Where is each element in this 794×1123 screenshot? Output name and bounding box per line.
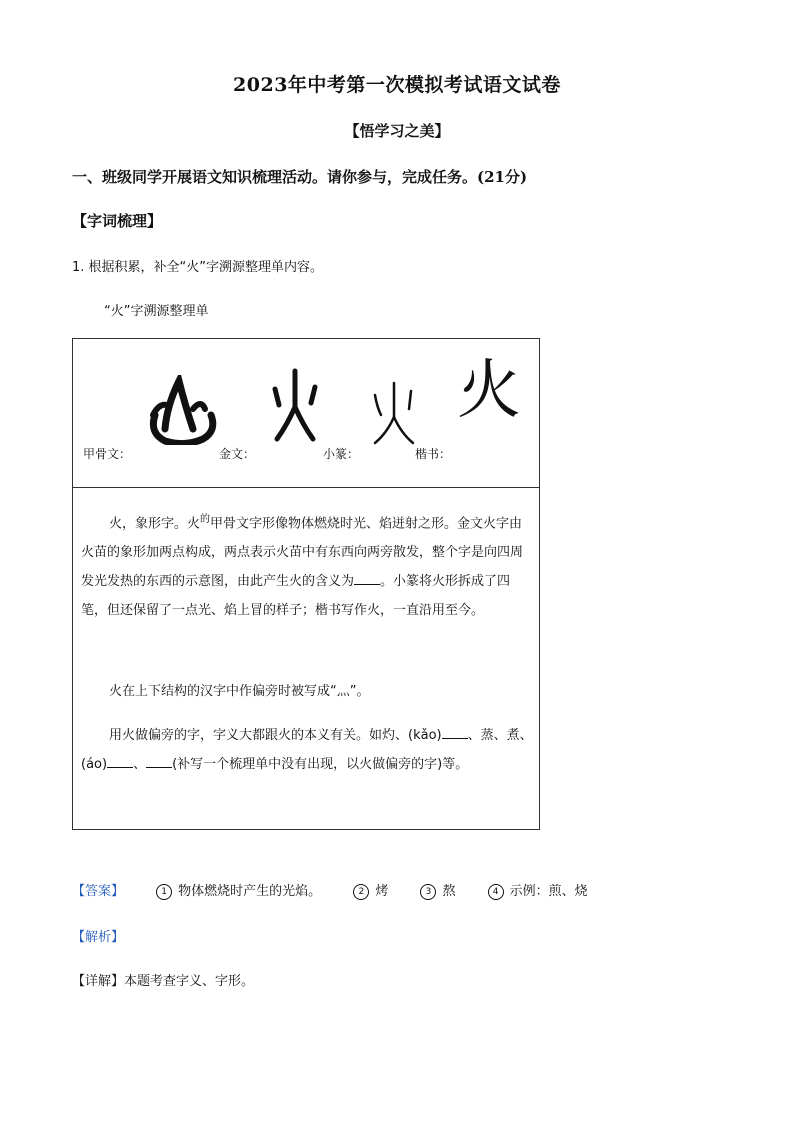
answer-line bbox=[72, 880, 588, 900]
regular-script-fire-glyph: 火 bbox=[457, 354, 521, 428]
part-heading: 【悟学习之美】 bbox=[344, 122, 450, 140]
analysis-tag: 【解析】 bbox=[72, 930, 125, 945]
bronze-fire-glyph bbox=[267, 367, 323, 443]
table-caption: “火”字溯源整理单 bbox=[104, 304, 209, 319]
label-seal: 小篆： bbox=[323, 447, 360, 461]
subsection-heading: 【字词梳理】 bbox=[72, 212, 163, 230]
blank-1[interactable] bbox=[354, 570, 380, 585]
label-regular: 楷书： bbox=[415, 447, 452, 461]
detail-line bbox=[72, 970, 254, 989]
answer-item-1: 1 物体燃烧时产生的光焰。 bbox=[156, 884, 321, 899]
exam-title: 2023年中考第一次模拟考试语文试卷 bbox=[233, 74, 561, 96]
explanation-paragraph-2: 火在上下结构的汉字中作偏旁时被写成“灬”。 bbox=[109, 684, 370, 699]
detail-text: 本题考查字义、字形。 bbox=[124, 974, 255, 989]
question-1: 1. 根据积累，补全“火”字溯源整理单内容。 bbox=[72, 260, 324, 275]
answer-item-2: 2 烤 bbox=[353, 884, 388, 899]
detail-tag: 【详解】 bbox=[72, 974, 125, 989]
section-heading: 一、班级同学开展语文知识梳理活动。请你参与，完成任务。(21分) bbox=[72, 168, 528, 186]
fire-character-table bbox=[72, 338, 540, 830]
seal-fire-glyph bbox=[369, 381, 419, 447]
answer-item-3: 3 熬 bbox=[420, 884, 455, 899]
explanation-paragraph-3: 用火做偏旁的字，字义大都跟火的本义有关。如灼、(kǎo) 、蒸、煮、(áo) 、 (补写一个梳理单中没有出现，以火做偏旁的字)等。 bbox=[81, 721, 533, 779]
table-divider bbox=[73, 487, 539, 488]
oracle-bone-fire-glyph bbox=[145, 375, 219, 445]
answer-tag: 【答案】 bbox=[72, 884, 125, 899]
answer-item-4: 4 示例：煎、烧 bbox=[488, 884, 588, 899]
blank-4[interactable] bbox=[146, 753, 172, 768]
label-oracle: 甲骨文： bbox=[83, 447, 132, 461]
explanation-paragraph-1: 火，象形字。火$^的$甲骨文字形像物体燃烧时光、焰迸射之形。金文火字由火苗的象形加两点构成，两点表示火苗中有东西向两旁散发，整个字是向四周发光发热的东西的示意图，由此产生火的含义为 。小篆将火形拆成了四笔，但还保留了一点光、焰上冒的样子；楷书写作火，一直沿用至今。 bbox=[81, 514, 524, 619]
blank-2[interactable] bbox=[442, 724, 468, 739]
blank-3[interactable] bbox=[107, 753, 133, 768]
label-bronze: 金文： bbox=[219, 447, 256, 461]
